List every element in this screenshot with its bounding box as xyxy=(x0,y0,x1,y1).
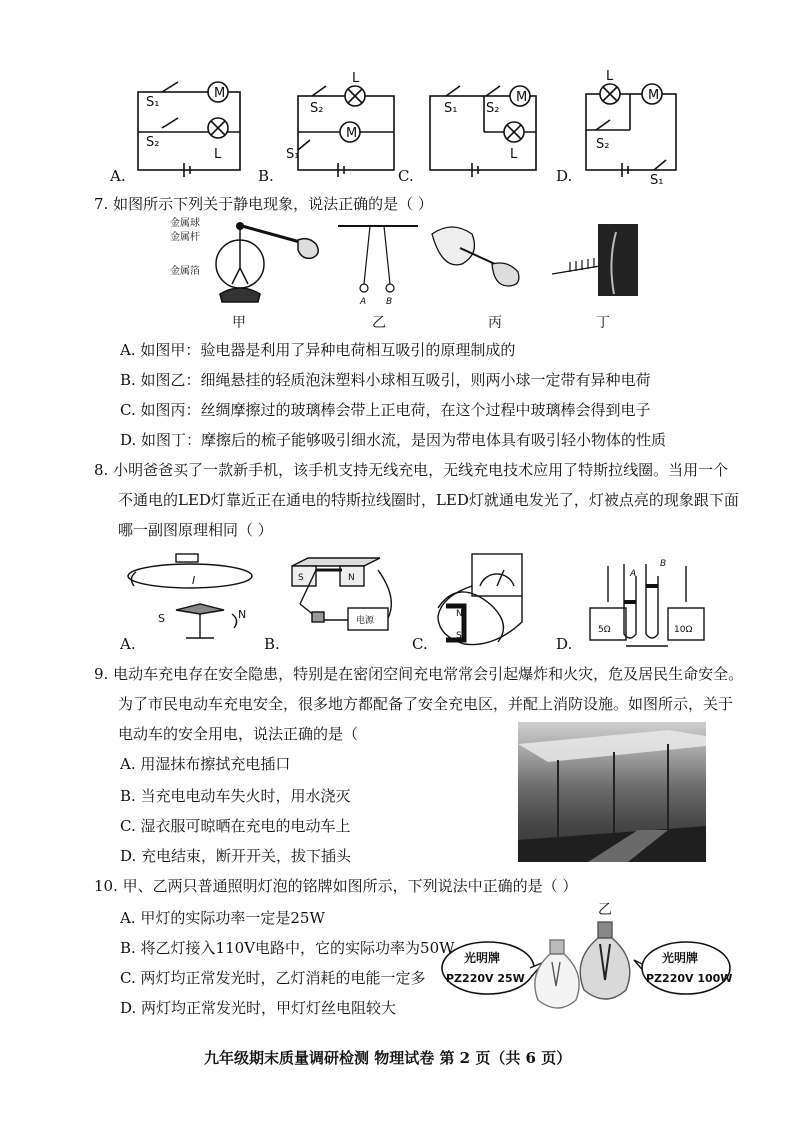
switch-label: S₂ xyxy=(310,101,324,116)
horseshoe-n-label: N xyxy=(456,609,463,619)
switch-label: S₂ xyxy=(596,137,610,152)
metal-ball-label: 金属球 xyxy=(170,218,200,229)
q9-option-b: B. 当充电电动车失火时，用水浇灭 xyxy=(120,787,351,805)
q9-stem-line-3: 电动车的安全用电，说法正确的是（ xyxy=(118,725,359,743)
q10-option-a: A. 甲灯的实际功率一定是25W xyxy=(120,909,325,927)
ball-b-label: B xyxy=(386,297,393,307)
q8-stem-line-3: 哪一副图原理相同（ ） xyxy=(118,521,273,539)
q7-option-a: A. 如图甲：验电器是利用了异种电荷相互吸引的原理制成的 xyxy=(120,341,516,359)
motor-label: M xyxy=(346,126,358,141)
resistor-10-label: 10Ω xyxy=(674,625,693,635)
switch-label: S₁ xyxy=(146,95,160,110)
q9-option-c: C. 湿衣服可晾晒在充电的电动车上 xyxy=(120,817,351,835)
south-pole-label: S xyxy=(158,612,165,625)
north-pole-label: N xyxy=(238,608,247,621)
switch-label: S₁ xyxy=(444,101,458,116)
q7-caption-jia: 甲 xyxy=(232,315,246,331)
lamp-label: L xyxy=(606,69,614,84)
q7-option-c: C. 如图丙：丝绸摩擦过的玻璃棒会带上正电荷，在这个过程中玻璃棒会得到电子 xyxy=(120,401,651,419)
magnet-s-label: S xyxy=(298,573,304,583)
switch-label: S₁ xyxy=(286,147,300,162)
q8-option-c: C. xyxy=(412,635,428,653)
q6-option-c: C. xyxy=(398,167,414,185)
plate-jia-rating: PZ220V 25W xyxy=(446,972,525,985)
q7-caption-bing: 丙 xyxy=(488,315,502,331)
plate-jia-brand: 光明牌 xyxy=(464,951,501,965)
q7-option-b: B. 如图乙：细绳悬挂的轻质泡沫塑料小球相互吸引，则两小球一定带有异种电荷 xyxy=(120,371,651,389)
q6-option-d: D. xyxy=(556,167,573,185)
motor-label: M xyxy=(516,90,528,105)
q10-option-b: B. 将乙灯接入110V电路中，它的实际功率为50W xyxy=(120,939,455,957)
plate-yi-rating: PZ220V 100W xyxy=(646,972,733,985)
q10-stem: 10. 甲、乙两只普通照明灯泡的铭牌如图所示，下列说法中正确的是（ ） xyxy=(94,877,578,895)
q8-option-d: D. xyxy=(556,635,573,653)
resistor-5-label: 5Ω xyxy=(598,625,611,635)
lamp-label: L xyxy=(352,71,360,86)
motor-label: M xyxy=(214,86,226,101)
q6-option-b: B. xyxy=(258,167,274,185)
q10-option-c: C. 两灯均正常发光时，乙灯消耗的电能一定多 xyxy=(120,969,426,987)
metal-foil-label: 金属箔 xyxy=(170,266,200,277)
q8-stem-line-2: 不通电的LED灯靠近正在通电的特斯拉线圈时，LED灯就通电发光了，灯被点亮的现象跟下面 xyxy=(118,491,739,509)
page-footer: 九年级期末质量调研检测 物理试卷 第 2 页（共 6 页） xyxy=(204,1049,572,1067)
power-source-label: 电源 xyxy=(356,616,375,626)
ball-a-label: A xyxy=(360,297,367,307)
q9-option-d: D. 充电结束，断开开关，拔下插头 xyxy=(120,847,352,865)
bulb-yi-label: 乙 xyxy=(598,902,612,918)
plate-yi-brand: 光明牌 xyxy=(662,951,699,965)
q10-option-d: D. 两灯均正常发光时，甲灯灯丝电阻较大 xyxy=(120,999,397,1017)
q7-option-d: D. 如图丁：摩擦后的梳子能够吸引细水流，是因为带电体具有吸引轻小物体的性质 xyxy=(120,431,667,449)
lamp-label: L xyxy=(214,147,222,162)
motor-label: M xyxy=(648,88,660,103)
q8-option-a: A. xyxy=(120,635,136,653)
charging-station-photo xyxy=(518,722,706,862)
q7-figures xyxy=(170,214,650,310)
q9-stem-line-2: 为了市民电动车充电安全，很多地方都配备了安全充电区，并配上消防设施。如图所示，关于 xyxy=(118,695,734,713)
current-label: I xyxy=(192,574,196,587)
q9-stem-line-1: 9. 电动车充电存在安全隐患，特别是在密闭空间充电常常会引起爆炸和火灾，危及居民生命安全。 xyxy=(94,665,744,683)
switch-label: S₂ xyxy=(486,101,500,116)
q9-option-a: A. 用湿抹布擦拭充电插口 xyxy=(120,755,291,773)
q8-stem-line-1: 8. 小明爸爸买了一款新手机，该手机支持无线充电，无线充电技术应用了特斯拉线圈。当用一个 xyxy=(94,461,729,479)
q6-option-a: A. xyxy=(110,167,126,185)
q10-bulbs-figure xyxy=(440,900,733,1014)
tube-a-label: A xyxy=(630,569,637,579)
tube-b-label: B xyxy=(660,559,667,569)
lamp-label: L xyxy=(510,147,518,162)
switch-label: S₂ xyxy=(146,135,160,150)
switch-label: S₁ xyxy=(650,173,664,188)
q7-caption-yi: 乙 xyxy=(372,315,386,331)
horseshoe-s-label: S xyxy=(456,631,462,641)
q7-stem: 7. 如图所示下列关于静电现象，说法正确的是（ ） xyxy=(94,195,433,213)
magnet-n-label: N xyxy=(348,573,355,583)
metal-rod-label: 金属杆 xyxy=(170,232,200,243)
q8-option-b: B. xyxy=(264,635,280,653)
q7-caption-ding: 丁 xyxy=(596,315,610,331)
